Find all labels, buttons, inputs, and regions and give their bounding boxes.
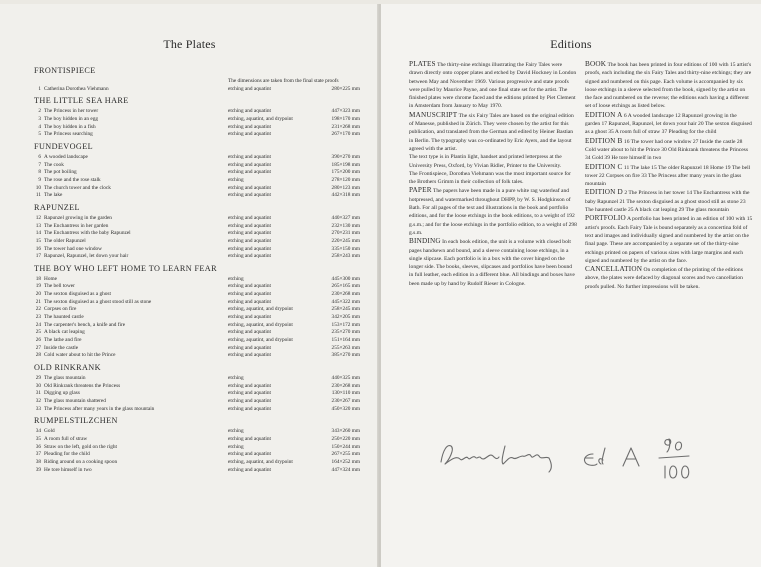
plate-section: [34, 363, 360, 413]
editions-paragraph: [585, 163, 753, 189]
artist-signature: [433, 422, 733, 482]
plate-tech: etching and aquatint: [228, 184, 271, 191]
plate-name: A wooded landscape: [44, 153, 88, 160]
plate-row: [34, 230, 360, 238]
plate-name: He tore himself in two: [44, 466, 92, 473]
plate-dim: 390×270 mm: [331, 153, 360, 160]
plate-name: The tower had one window: [44, 245, 102, 252]
plate-name: Catherina Dorothea Viehmann: [44, 85, 109, 92]
signature-drawing: [433, 422, 733, 482]
plate-dim: 185×198 mm: [331, 161, 360, 168]
plate-name: The pot boiling: [44, 169, 77, 176]
plate-name: The older Rapunzel: [44, 237, 86, 244]
plate-dim: 230×268 mm: [331, 382, 360, 389]
plate-row: [34, 123, 360, 132]
plate-num: 33: [35, 405, 41, 412]
paragraph-heading: PORTFOLIO: [585, 214, 626, 223]
plate-name: Riding around on a cooking spoon: [44, 458, 118, 465]
plate-name: The glass mountain: [44, 375, 86, 382]
plate-tech: etching: [228, 375, 244, 382]
plate-row: [34, 466, 360, 475]
plate-num: 16: [35, 245, 41, 252]
plate-row: [34, 283, 360, 291]
editions-paragraph: [585, 111, 753, 137]
plate-dim: 270×231 mm: [331, 230, 360, 237]
plate-section: [34, 202, 360, 261]
plate-num: 14: [35, 230, 41, 237]
plate-num: 21: [35, 298, 41, 305]
plate-row: [34, 298, 360, 307]
plate-num: 17: [35, 253, 41, 260]
plate-num: 1: [38, 85, 41, 92]
section-title: FUNDEVOGEL: [34, 141, 94, 151]
plate-name: Old Rinkrank threatens the Princess: [44, 382, 121, 389]
plate-num: 22: [35, 306, 41, 313]
plate-tech: etching and aquatint: [228, 153, 271, 160]
plates-page-title: The Plates: [163, 37, 216, 51]
plate-name: Rapunzel growing in the garden: [44, 214, 112, 221]
plate-num: 13: [35, 222, 41, 229]
plate-num: 32: [35, 398, 41, 404]
plate-name: The lake: [44, 192, 63, 199]
editions-paragraph: [409, 111, 577, 153]
plate-dim: 447×323 mm: [331, 108, 360, 115]
plate-name: Inside the castle: [44, 344, 79, 351]
plate-row: [34, 398, 360, 406]
plate-num: 5: [38, 131, 41, 138]
editions-paragraph: [585, 214, 753, 265]
plate-num: 18: [35, 275, 41, 282]
plate-dim: 235×270 mm: [331, 329, 360, 336]
plate-num: 20: [35, 291, 41, 298]
plate-num: [34, 78, 41, 86]
paragraph-heading: EDITION A: [585, 110, 623, 119]
paragraph-heading: CANCELLATION: [585, 265, 643, 274]
plate-dim: 445×300 mm: [331, 275, 360, 282]
plate-num: 9: [38, 176, 41, 183]
plate-name: Corpses on fire: [44, 306, 77, 313]
plate-dim: 230×267 mm: [331, 398, 360, 404]
paragraph-text: On completion of the printing of the editions above, the plates were defaced by diagonal scores and two cancellation proofs pulled. No further impressions will be taken.: [585, 267, 743, 290]
plate-section: [34, 66, 360, 93]
paragraph-heading: MANUSCRIPT: [409, 110, 458, 119]
editions-paragraph: [585, 137, 753, 163]
editions-paragraph: [585, 60, 753, 111]
plate-tech: etching and aquatint: [228, 85, 271, 92]
editions-column-right: [585, 60, 753, 291]
plate-dim: 164×252 mm: [331, 458, 360, 465]
plate-row: [34, 306, 360, 314]
plate-row: [34, 176, 360, 185]
paragraph-heading: BINDING: [409, 237, 441, 246]
plate-tech: etching and aquatint: [228, 108, 271, 115]
plate-dim: 258×245 mm: [331, 306, 360, 313]
plate-tech: etching and aquatint: [228, 382, 271, 389]
plate-name: The Princess in her tower: [44, 108, 99, 115]
plate-row: [34, 291, 360, 299]
plate-name: The rose and the rose stalk: [44, 176, 101, 183]
plate-tech: etching and aquatint: [228, 131, 271, 138]
plate-name: The Princess searching: [44, 131, 93, 138]
plate-name: The bell tower: [44, 283, 75, 290]
paragraph-text: The thirty-nine etchings illustrating the Fairy Tales were drawn directly onto copper plates and etched by David Hockney in London between May and November 1969. Various progressive and state proofs were pulled by Maurice Payne, and one final state set for the artist. The finished plates were chrome faced and the editions printed by Piet Clement in Amsterdam from January to May 1970.: [409, 62, 577, 110]
paragraph-text: 16 The tower had one window 27 Inside the castle 28 Cold water about to hit the Prince 30 Old Rinkrank threatens the Princess 34 Gold 39 He tore himself in two: [585, 138, 748, 162]
plate-row: [34, 108, 360, 116]
plate-dim: 442×318 mm: [331, 192, 360, 199]
plate-section: [34, 416, 360, 474]
plate-tech: etching: [228, 428, 244, 435]
section-title: RUMPELSTILZCHEN: [34, 416, 118, 426]
plate-tech: etching and aquatint: [228, 237, 271, 244]
editions-paragraph: [409, 186, 577, 237]
plate-dim: 267×170 mm: [331, 131, 360, 138]
plate-dim: 231×268 mm: [331, 123, 360, 130]
plate-name: Pleading for the child: [44, 451, 90, 458]
paragraph-heading: PAPER: [409, 186, 432, 195]
plate-dim: 447×324 mm: [331, 466, 360, 473]
plate-name: The haunted castle: [44, 314, 84, 321]
plate-tech: etching and aquatint: [228, 352, 271, 359]
plate-num: 25: [35, 329, 41, 336]
plate-row: [34, 458, 360, 467]
editions-paragraph: [409, 153, 577, 170]
plate-num: 28: [35, 352, 41, 359]
plate-row: [34, 352, 360, 360]
plate-tech: etching and aquatint: [228, 344, 271, 351]
plate-row: [34, 214, 360, 223]
plate-name: The cook: [44, 161, 64, 168]
plate-row: [34, 169, 360, 177]
plate-tech: etching and aquatint: [228, 314, 271, 321]
paragraph-text: The text type is in Plantin light, handset and printed letterpress at the University Press, Oxford, by Vivian Ridler, Printer to the University.: [409, 154, 562, 169]
plate-num: 29: [35, 375, 41, 382]
plate-dim: 230×268 mm: [331, 291, 360, 298]
plate-num: 39: [35, 466, 41, 473]
paragraph-text: 6 A wooded landscape 12 Rapunzel growing in the garden 17 Rapunzel, Rapunzel, let down your hair 20 The sexton disguised as a ghost 35 A room full of straw 37 Pleading for the child: [585, 112, 752, 136]
editions-paragraph: [585, 188, 753, 214]
plate-name: [44, 78, 228, 86]
plate-dim: 280×123 mm: [331, 184, 360, 191]
plate-row: [34, 192, 360, 200]
plate-num: 2: [38, 108, 41, 115]
plate-row: [34, 253, 360, 261]
plate-tech: etching, aquatint, and drypoint: [228, 115, 293, 122]
paragraph-text: 11 The lake 15 The older Rapunzel 18 Home 19 The bell tower 22 Corpses on fire 33 The Princess after many years in the glass mountain: [585, 164, 751, 188]
paragraph-text: The six Fairy Tales are based on the original edition of Manesse, published in Zürich. They were chosen by the artist for this publication, and translated from the German and edited by Heiner Bastian in Berlin. The typography was co-ordinated by Eric Ayers, and the layout agreed with the artist.: [409, 112, 574, 152]
plate-tech: etching: [228, 176, 244, 183]
plate-tech: etching and aquatint: [228, 405, 271, 412]
plate-tech: etching, aquatint, and drypoint: [228, 306, 293, 313]
plate-tech: etching and aquatint: [228, 451, 271, 458]
plate-row: [34, 382, 360, 391]
paragraph-text: 2 The Princess in her tower 14 The Enchantress with the baby Rapunzel 21 The sexton disguised as a ghost stood still as stone 23 The haunted castle 25 A black cat leaping 29 The glass mountain: [585, 190, 750, 214]
paragraph-text: A portfolio has been printed in an edition of 100 with 15 artist's proofs. Each Fairy Tale is bound separately as a concertina fold of text and images and individually signed and numbered by the artist on the final page. These are accompanied by a separate set of the thirty-nine etchings printed on papers of various sizes with large margins and each signed and numbered by the artist on the face.: [585, 216, 753, 264]
plate-row: [34, 337, 360, 345]
plate-tech: etching, aquatint, and drypoint: [228, 337, 293, 344]
plate-row: [34, 85, 360, 94]
plate-tech: etching and aquatint: [228, 329, 271, 336]
plate-name: The Princess after many years in the glass mountain: [44, 405, 155, 412]
plate-tech: The dimensions are taken from the final state proofs: [228, 78, 339, 84]
plate-dim: 342×205 mm: [331, 314, 360, 321]
plate-row: [34, 405, 360, 414]
plate-dim: 151×164 mm: [331, 337, 360, 344]
plate-num: 35: [35, 435, 41, 442]
plate-tech: etching: [228, 443, 244, 450]
plate-name: The boy hidden in an egg: [44, 115, 98, 122]
plate-row: [34, 428, 360, 436]
plate-name: Cold water about to hit the Prince: [44, 352, 116, 359]
plate-row: [34, 131, 360, 139]
plate-dim: 150×244 mm: [331, 443, 360, 450]
plate-dim: 280×225 mm: [331, 85, 360, 92]
plate-num: 11: [35, 192, 41, 199]
plate-row: [34, 78, 354, 86]
plate-dim: 445×322 mm: [331, 298, 360, 305]
plate-num: 7: [38, 161, 41, 168]
plate-num: 26: [35, 337, 41, 344]
plate-row: [34, 245, 360, 254]
plate-row: [34, 222, 360, 231]
plate-num: 30: [35, 382, 41, 389]
plate-row: [34, 390, 360, 398]
section-title: THE BOY WHO LEFT HOME TO LEARN FEAR: [34, 263, 217, 273]
plate-row: [34, 115, 360, 124]
plate-row: [34, 237, 360, 246]
paragraph-heading: PLATES: [409, 60, 436, 68]
plate-name: Digging up glass: [44, 390, 80, 397]
plate-name: Straw on the left, gold on the right: [44, 443, 117, 450]
plate-dim: 175×200 mm: [331, 169, 360, 176]
plates-page: [0, 4, 379, 567]
plate-tech: etching: [228, 275, 244, 282]
paragraph-text: The Frontispiece, Dorothea Viehmann was the most important source for the Brothers Grimm in their collection of folk tales.: [409, 170, 571, 186]
plate-dim: 450×320 mm: [331, 405, 360, 412]
plate-name: The Enchantress with the baby Rapunzel: [44, 230, 131, 237]
plate-num: 34: [35, 428, 41, 435]
plate-row: [34, 344, 360, 353]
editions-page: [381, 4, 761, 567]
plate-section: [34, 263, 360, 360]
plate-tech: etching, aquatint, and drypoint: [228, 321, 293, 328]
plate-dim: [320, 78, 360, 86]
paragraph-heading: BOOK: [585, 60, 607, 68]
section-title: OLD RINKRANK: [34, 363, 101, 373]
editions-page-title: Editions: [550, 37, 592, 51]
plate-num: 4: [38, 123, 41, 130]
editions-paragraph: [585, 265, 753, 291]
editions-paragraph: [409, 237, 577, 288]
plate-tech: etching and aquatint: [228, 222, 271, 229]
plate-tech: etching and aquatint: [228, 398, 271, 404]
plate-num: 38: [35, 458, 41, 465]
plate-tech: etching and aquatint: [228, 435, 271, 442]
plate-name: The carpenter's bench, a knife and fire: [44, 321, 126, 328]
plate-name: The glass mountain shattered: [44, 398, 106, 404]
plate-row: [34, 321, 360, 330]
plate-tech: etching and aquatint: [228, 283, 271, 290]
plate-num: 3: [38, 115, 41, 122]
plate-num: 37: [35, 451, 41, 458]
section-title: FRONTISPIECE: [34, 66, 96, 75]
plate-dim: 232×130 mm: [331, 222, 360, 229]
plate-tech: etching and aquatint: [228, 123, 271, 130]
plate-dim: 153×172 mm: [331, 321, 360, 328]
plate-tech: etching and aquatint: [228, 390, 271, 397]
editions-paragraph: [409, 170, 577, 187]
plate-num: 23: [35, 314, 41, 321]
plate-section: [34, 141, 360, 200]
plate-dim: 440×325 mm: [331, 375, 360, 382]
editions-paragraph: [409, 60, 577, 111]
plate-tech: etching and aquatint: [228, 245, 271, 252]
plate-row: [34, 435, 360, 444]
plate-row: [34, 314, 360, 322]
plate-tech: etching and aquatint: [228, 253, 271, 260]
plate-num: 6: [38, 153, 41, 160]
paragraph-heading: EDITION C: [585, 162, 623, 171]
plate-name: A room full of straw: [44, 435, 88, 442]
plate-dim: 198×170 mm: [331, 115, 360, 122]
editions-text: [409, 60, 753, 291]
plate-num: 36: [35, 443, 41, 450]
plate-dim: 220×245 mm: [331, 237, 360, 244]
plate-name: Rapunzel, Rapunzel, let down your hair: [44, 253, 129, 260]
plate-tech: etching and aquatint: [228, 466, 271, 473]
plate-name: The church tower and the clock: [44, 184, 111, 191]
plate-num: 15: [35, 237, 41, 244]
plate-row: [34, 153, 360, 162]
plate-row: [34, 161, 360, 170]
section-title: THE LITTLE SEA HARE: [34, 96, 129, 106]
plate-row: [34, 275, 360, 284]
plate-num: 10: [35, 184, 41, 191]
plate-name: The boy hidden in a fish: [44, 123, 96, 130]
plate-name: Gold: [44, 428, 55, 435]
plate-dim: 265×165 mm: [331, 283, 360, 290]
plate-num: 27: [35, 344, 41, 351]
plate-dim: 343×260 mm: [331, 428, 360, 435]
plate-row: [34, 375, 360, 383]
plate-dim: 255×263 mm: [331, 344, 360, 351]
plate-num: 24: [35, 321, 41, 328]
plate-num: 12: [35, 214, 41, 221]
plate-tech: etching and aquatint: [228, 192, 271, 199]
paragraph-text: In each book edition, the unit is a volume with closed bolt pages handsewn and bound, and a sleeve containing loose etchings, in a single slipcase. Each portfolio is in a box with the cover hinged on the longer side. The books, sleeves, slipcases and portfolios have been bound in full leather, each edition in a different blue. All bindings and boxes have been made up by hand by Rudolf Rieser in Cologne.: [409, 239, 575, 287]
paragraph-text: The papers have been made in a pure white rag waterleaf and hotpressed, and watermarked throughout DHPP, by W. S. Hodgkinson of Bath. For all pages of the text and illustrations in the book and portfolio editions, and for the loose etchings in the book editions, to a weight of 192 g.s.m.; and for the loose etchings in the portfolio edition, to a weight of 298 g.s.m.: [409, 188, 577, 236]
editions-column-left: [409, 60, 577, 291]
plate-tech: etching and aquatint: [228, 214, 271, 221]
plate-dim: 335×150 mm: [331, 245, 360, 252]
plate-name: Home: [44, 275, 57, 282]
plate-name: The lathe and fire: [44, 337, 82, 344]
plate-tech: etching, aquatint, and drypoint: [228, 458, 293, 465]
plate-tech: etching and aquatint: [228, 230, 271, 237]
plate-dim: 440×327 mm: [331, 214, 360, 221]
plate-row: [34, 451, 360, 459]
plate-dim: 130×110 mm: [331, 390, 360, 397]
plate-dim: 250×220 mm: [331, 435, 360, 442]
plate-name: A black cat leaping: [44, 329, 85, 336]
plate-name: The sexton disguised as a ghost stood still as stone: [44, 298, 152, 305]
plate-tech: etching and aquatint: [228, 291, 271, 298]
paragraph-heading: EDITION B: [585, 136, 623, 145]
plate-tech: etching and aquatint: [228, 161, 271, 168]
plates-list: [34, 66, 360, 477]
plate-tech: etching and aquatint: [228, 298, 271, 305]
plate-num: 31: [35, 390, 41, 397]
plate-dim: 385×270 mm: [331, 352, 360, 359]
plate-num: 8: [38, 169, 41, 176]
plate-row: [34, 184, 360, 193]
section-title: RAPUNZEL: [34, 202, 80, 212]
paragraph-text: The book has been printed in four editions of 100 with 15 artist's proofs, each including the six Fairy Tales and thirty-nine etchings; they are signed and numbered on this page. Each volume is accompanied by six loose etchings in a sleeve selected from the book, signed by the artist on the face and numbered on the reverse; the editions each having a different set of loose etchings as listed below.: [585, 62, 752, 110]
plate-num: 19: [35, 283, 41, 290]
plate-row: [34, 329, 360, 337]
plate-name: The sexton disguised as a ghost: [44, 291, 111, 298]
plate-dim: 278×120 mm: [331, 176, 360, 183]
plate-tech: etching and aquatint: [228, 169, 271, 176]
plate-dim: 258×243 mm: [331, 253, 360, 260]
plate-dim: 267×255 mm: [331, 451, 360, 458]
paragraph-heading: EDITION D: [585, 188, 623, 197]
plate-name: The Enchantress in her garden: [44, 222, 109, 229]
plate-section: [34, 96, 360, 139]
